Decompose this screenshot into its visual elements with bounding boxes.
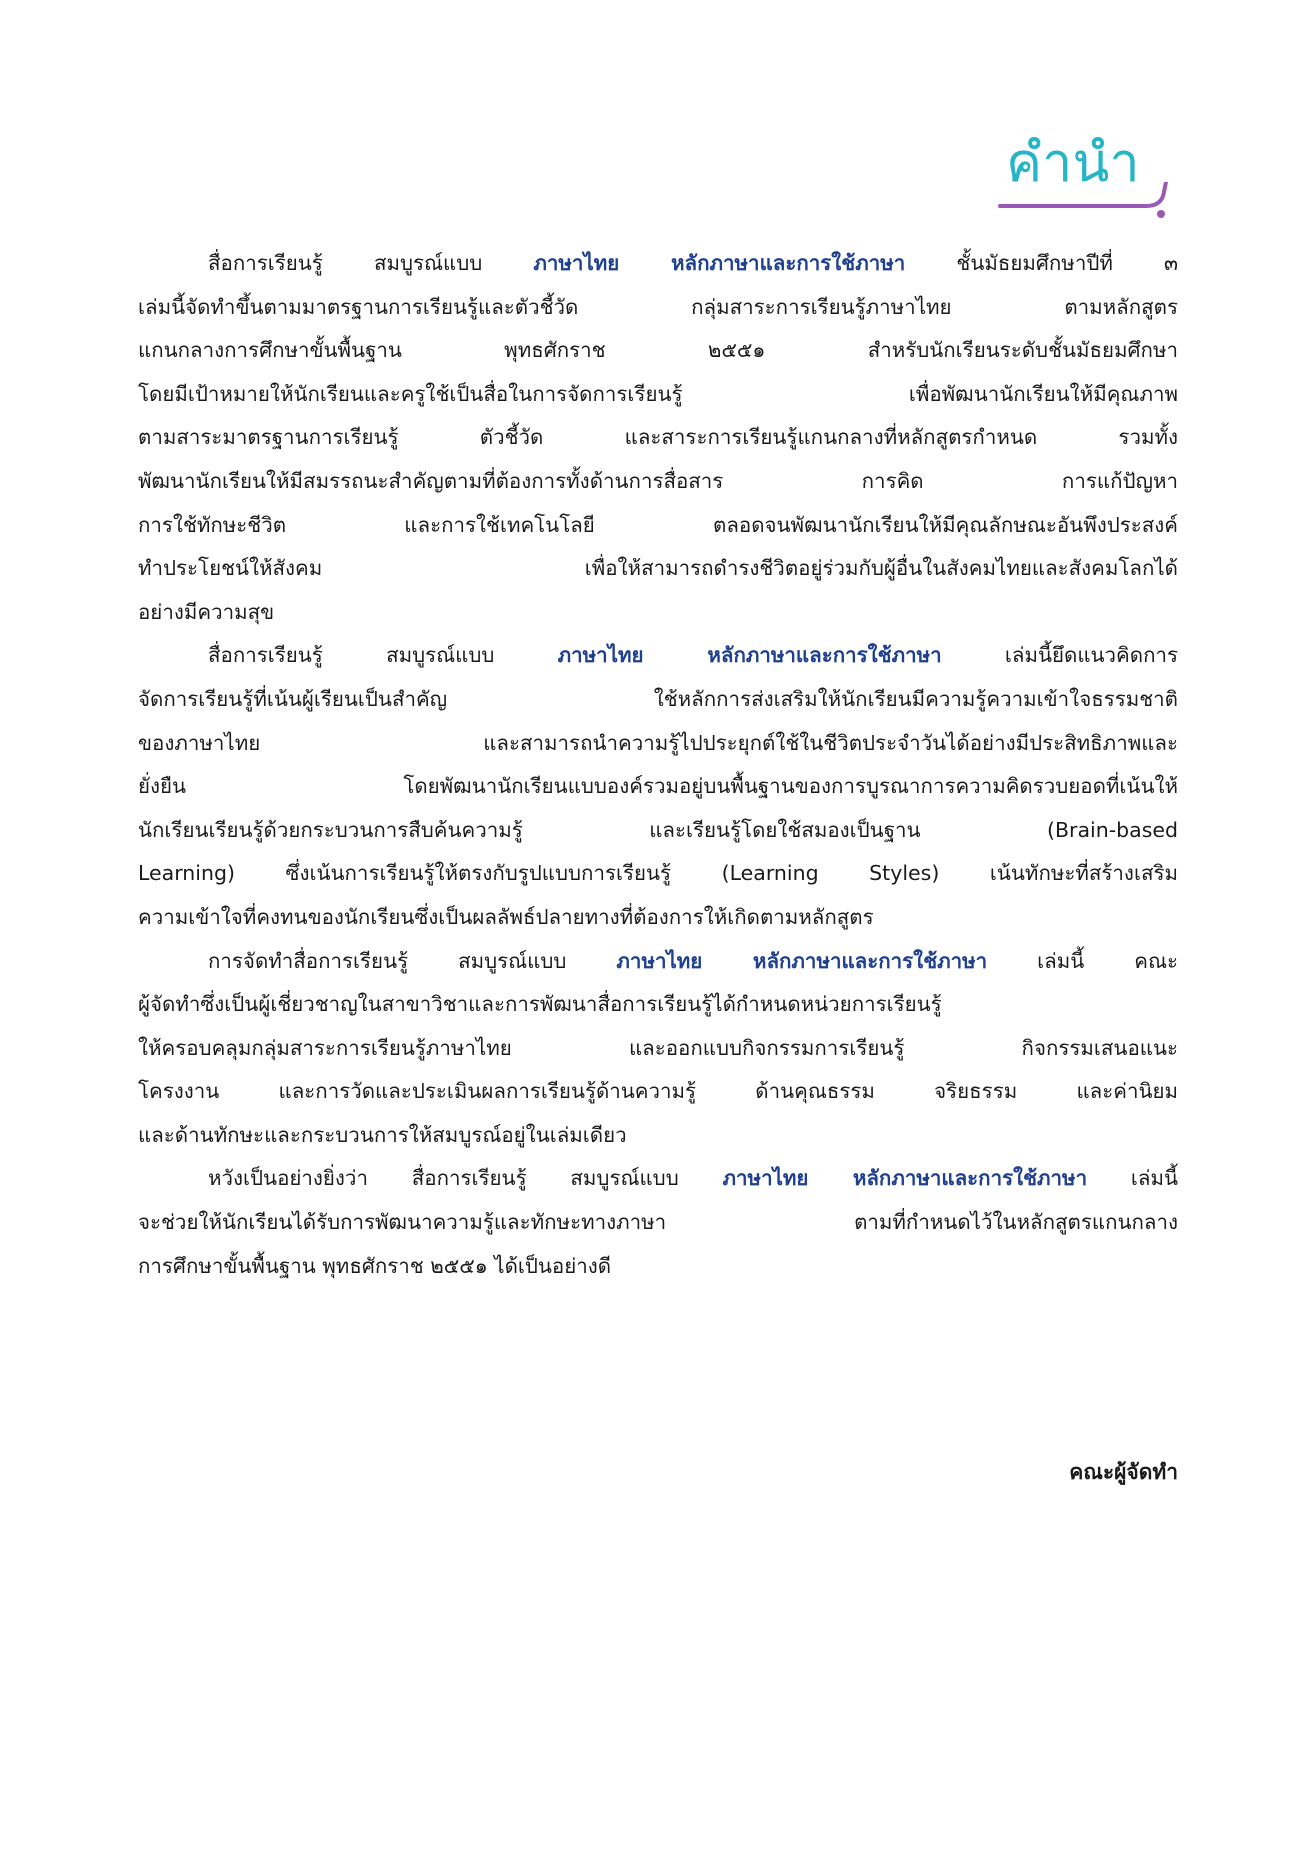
text-line: Learning) ซึ่งเน้นการเรียนรู้ให้ตรงกับรูปแบบการเรียนรู้ (Learning Styles) เน้นทักษะที่สร้างเสริม [138, 861, 1178, 886]
paragraph [138, 940, 1178, 1158]
text-line: สื่อการเรียนรู้ สมบูรณ์แบบ ภาษาไทย หลักภาษาและการใช้ภาษา เล่มนี้ยึดแนวคิดการ [208, 643, 1179, 668]
text-line: ทำประโยชน์ให้สังคม เพื่อให้สามารถดำรงชีวิตอยู่ร่วมกับผู้อื่นในสังคมไทยและสังคมโลกได้ [138, 556, 1178, 581]
text-line: ผู้จัดทำซึ่งเป็นผู้เชี่ยวชาญในสาขาวิชาและการพัฒนาสื่อการเรียนรู้ได้กำหนดหน่วยการเรียนรู้ [138, 992, 942, 1017]
text-line: ของภาษาไทย และสามารถนำความรู้ไปประยุกต์ใช้ในชีวิตประจำวันได้อย่างมีประสิทธิภาพและ [138, 730, 1178, 755]
text-line: อย่างมีความสุข [138, 599, 275, 624]
text-line: การศึกษาขั้นพื้นฐาน พุทธศักราช ๒๕๕๑ ได้เป็นอย่างดี [138, 1253, 612, 1278]
paragraph [138, 1157, 1178, 1288]
title-block [996, 128, 1186, 218]
text-line: จัดการเรียนรู้ที่เน้นผู้เรียนเป็นสำคัญ ใช้หลักการส่งเสริมให้นักเรียนมีความรู้ความเข้าใจธรรมชาติ [138, 686, 1178, 711]
text-line: สื่อการเรียนรู้ สมบูรณ์แบบ ภาษาไทย หลักภาษาและการใช้ภาษา ชั้นมัธยมศึกษาปีที่ ๓ [208, 251, 1179, 275]
text-line: การใช้ทักษะชีวิต และการใช้เทคโนโลยี ตลอดจนพัฒนานักเรียนให้มีคุณลักษณะอันพึงประสงค์ [138, 512, 1178, 537]
text-line: หวังเป็นอย่างยิ่งว่า สื่อการเรียนรู้ สมบูรณ์แบบ ภาษาไทย หลักภาษาและการใช้ภาษา เล่มนี้ [208, 1166, 1179, 1191]
signature: คณะผู้จัดทำ [1069, 1460, 1178, 1484]
text-line: และด้านทักษะและกระบวนการให้สมบูรณ์อยู่ในเล่มเดียว [138, 1122, 627, 1147]
book-title-highlight: ภาษาไทย หลักภาษาและการใช้ภาษา [557, 643, 942, 668]
text-line: ยั่งยืน โดยพัฒนานักเรียนแบบองค์รวมอยู่บนพื้นฐานของการบูรณาการความคิดรวบยอดที่เน้นให้ [138, 774, 1178, 799]
page-title: คำนำ [1006, 131, 1140, 194]
book-title-highlight: ภาษาไทย หลักภาษาและการใช้ภาษา [533, 251, 906, 275]
foreword-body [138, 242, 1178, 1288]
text-line: โครงงาน และการวัดและประเมินผลการเรียนรู้ด้านความรู้ ด้านคุณธรรม จริยธรรม และค่านิยม [138, 1079, 1178, 1104]
text-line: แกนกลางการศึกษาขั้นพื้นฐาน พุทธศักราช ๒๕๕๑ สำหรับนักเรียนระดับชั้นมัธยมศึกษา [138, 338, 1178, 363]
text-line: จะช่วยให้นักเรียนได้รับการพัฒนาความรู้และทักษะทางภาษา ตามที่กำหนดไว้ในหลักสูตรแกนกลาง [138, 1210, 1178, 1235]
book-title-highlight: ภาษาไทย หลักภาษาและการใช้ภาษา [616, 948, 988, 973]
book-title-highlight: ภาษาไทย หลักภาษาและการใช้ภาษา [722, 1166, 1088, 1191]
text-line: เล่มนี้จัดทำขึ้นตามมาตรฐานการเรียนรู้และตัวชี้วัด กลุ่มสาระการเรียนรู้ภาษาไทย ตามหลักสูตร [138, 294, 1178, 319]
text-line: ให้ครอบคลุมกลุ่มสาระการเรียนรู้ภาษาไทย และออกแบบกิจกรรมการเรียนรู้ กิจกรรมเสนอแนะ [138, 1035, 1178, 1060]
paragraph [138, 634, 1178, 939]
text-line: ตามสาระมาตรฐานการเรียนรู้ ตัวชี้วัด และสาระการเรียนรู้แกนกลางที่หลักสูตรกำหนด รวมทั้ง [138, 425, 1178, 450]
paragraph [138, 242, 1178, 634]
text-line: พัฒนานักเรียนให้มีสมรรถนะสำคัญตามที่ต้องการทั้งด้านการสื่อสาร การคิด การแก้ปัญหา [138, 468, 1178, 493]
text-line: นักเรียนเรียนรู้ด้วยกระบวนการสืบค้นความรู้ และเรียนรู้โดยใช้สมองเป็นฐาน (Brain-based [138, 817, 1178, 842]
text-line: ความเข้าใจที่คงทนของนักเรียนซึ่งเป็นผลลัพธ์ปลายทางที่ต้องการให้เกิดตามหลักสูตร [138, 904, 874, 929]
title-underline-icon [996, 182, 1186, 218]
text-line: การจัดทำสื่อการเรียนรู้ สมบูรณ์แบบ ภาษาไทย หลักภาษาและการใช้ภาษา เล่มนี้ คณะ [208, 948, 1179, 973]
text-line: โดยมีเป้าหมายให้นักเรียนและครูใช้เป็นสื่อในการจัดการเรียนรู้ เพื่อพัฒนานักเรียนให้มีคุณภาพ [138, 381, 1178, 406]
